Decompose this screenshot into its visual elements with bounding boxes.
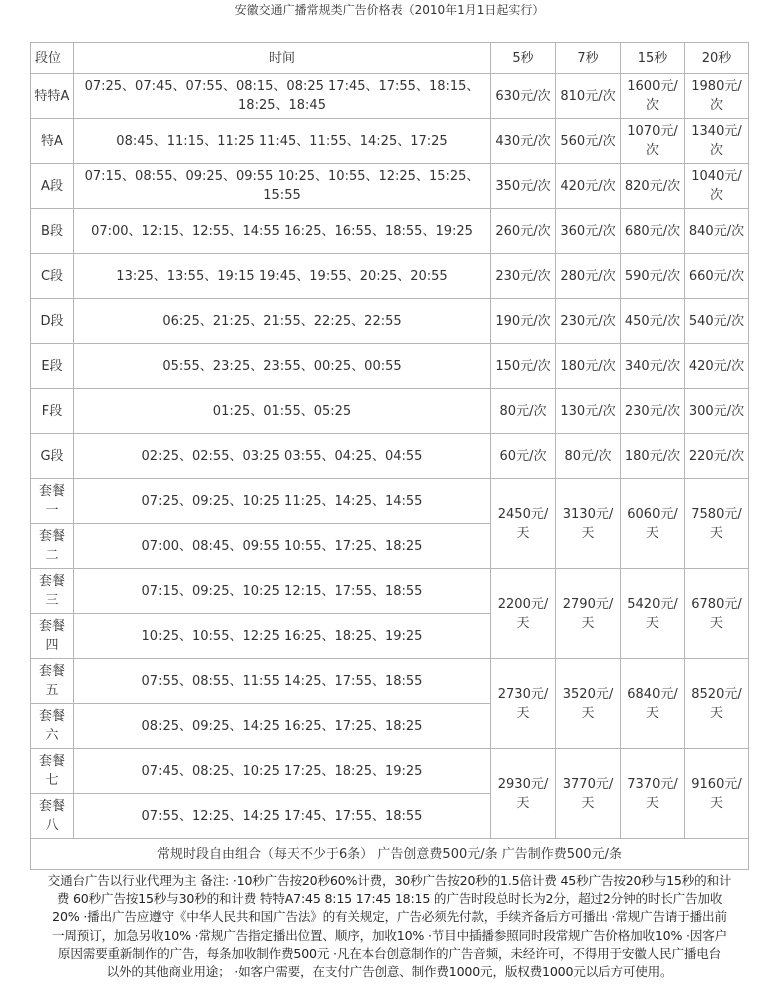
price-table-body — [31, 43, 749, 870]
time-cell: 08:45、11:15、11:25 11:45、11:55、14:25、17:25 — [74, 119, 491, 164]
note-line: 费 60秒广告按15秒与30秒的和计费 特特A7:45 8:15 17:45 18:15 的广告时段总时长为2分，超过2分钟的时长广告加收 — [56, 891, 723, 907]
table-row — [31, 119, 749, 164]
price-cell-p20: 1040元/次 — [685, 164, 749, 209]
package-price-p20: 8520元/天 — [685, 659, 749, 749]
time-cell: 07:45、08:25、10:25 17:25、18:25、19:25 — [74, 749, 491, 794]
price-cell-p7: 360元/次 — [556, 209, 621, 254]
price-cell-p5: 230元/次 — [491, 254, 556, 299]
segment-cell: 特特A — [31, 74, 74, 119]
table-row — [31, 299, 749, 344]
segment-cell: 套餐三 — [31, 569, 74, 614]
package-price-p7: 3520元/天 — [556, 659, 621, 749]
page-title: 安徽交通广播常规类广告价格表（2010年1月1日起实行） — [234, 3, 545, 17]
price-cell-p20: 420元/次 — [685, 344, 749, 389]
time-cell: 07:00、12:15、12:55、14:55 16:25、16:55、18:55、19:25 — [74, 209, 491, 254]
time-cell: 01:25、01:55、05:25 — [74, 389, 491, 434]
footer-cell: 常规时段自由组合（每天不少于6条） 广告创意费500元/条 广告制作费500元/条 — [31, 839, 749, 870]
price-cell-p15: 1070元/次 — [621, 119, 685, 164]
price-cell-p5: 80元/次 — [491, 389, 556, 434]
time-cell: 07:25、09:25、10:25 11:25、14:25、14:55 — [74, 479, 491, 524]
time-cell: 07:25、07:45、07:55、08:15、08:25 17:45、17:55、18:15、18:25、18:45 — [74, 74, 491, 119]
package-row — [31, 479, 749, 524]
package-price-p5: 2200元/天 — [491, 569, 556, 659]
segment-cell: C段 — [31, 254, 74, 299]
segment-cell: 套餐五 — [31, 659, 74, 704]
price-cell-p5: 260元/次 — [491, 209, 556, 254]
package-price-p15: 6060元/天 — [621, 479, 685, 569]
package-row — [31, 659, 749, 704]
price-cell-p15: 180元/次 — [621, 434, 685, 479]
time-cell: 13:25、13:55、19:15 19:45、19:55、20:25、20:55 — [74, 254, 491, 299]
segment-cell: B段 — [31, 209, 74, 254]
package-price-p15: 5420元/天 — [621, 569, 685, 659]
price-cell-p5: 190元/次 — [491, 299, 556, 344]
price-cell-p7: 560元/次 — [556, 119, 621, 164]
header-5s: 5秒 — [491, 43, 556, 74]
price-cell-p20: 1340元/次 — [685, 119, 749, 164]
segment-cell: 套餐二 — [31, 524, 74, 569]
notes — [0, 872, 779, 981]
segment-cell: F段 — [31, 389, 74, 434]
header-15s: 15秒 — [621, 43, 685, 74]
price-cell-p5: 630元/次 — [491, 74, 556, 119]
price-cell-p15: 1600元/次 — [621, 74, 685, 119]
time-cell: 07:15、09:25、10:25 12:15、17:55、18:55 — [74, 569, 491, 614]
header-7s: 7秒 — [556, 43, 621, 74]
time-cell: 07:55、08:55、11:55 14:25、17:55、18:55 — [74, 659, 491, 704]
price-cell-p20: 540元/次 — [685, 299, 749, 344]
table-row — [31, 389, 749, 434]
price-cell-p7: 180元/次 — [556, 344, 621, 389]
header-time: 时间 — [74, 43, 491, 74]
price-cell-p20: 220元/次 — [685, 434, 749, 479]
package-price-p7: 3130元/天 — [556, 479, 621, 569]
time-cell: 08:25、09:25、14:25 16:25、17:25、18:25 — [74, 704, 491, 749]
segment-cell: A段 — [31, 164, 74, 209]
note-line: 原因需要重新制作的广告，每条加收制作费500元 ·凡在本台创意制作的广告音频，未经许可，不得用于安徽人民广播电台 — [57, 945, 722, 961]
price-cell-p5: 150元/次 — [491, 344, 556, 389]
time-cell: 07:55、12:25、14:25 17:45、17:55、18:55 — [74, 794, 491, 839]
price-cell-p7: 130元/次 — [556, 389, 621, 434]
time-cell: 07:00、08:45、09:55 10:55、17:25、18:25 — [74, 524, 491, 569]
note-line: 20% ·播出广告应遵守《中华人民共和国广告法》的有关规定，广告必须先付款，手续齐备后方可播出 ·常规广告请于播出前 — [52, 909, 727, 925]
price-cell-p5: 350元/次 — [491, 164, 556, 209]
table-row — [31, 74, 749, 119]
price-cell-p5: 60元/次 — [491, 434, 556, 479]
time-cell: 10:25、10:55、12:25 16:25、18:25、19:25 — [74, 614, 491, 659]
segment-cell: 套餐一 — [31, 479, 74, 524]
package-price-p20: 7580元/天 — [685, 479, 749, 569]
note-line: 一周预订，加急另收10% ·常规广告指定播出位置、顺序，加收10% ·节目中插播参照同时段常规广告价格加收10% ·因客户 — [51, 927, 728, 943]
table-row — [31, 344, 749, 389]
table-row — [31, 254, 749, 299]
price-cell-p15: 450元/次 — [621, 299, 685, 344]
price-cell-p15: 230元/次 — [621, 389, 685, 434]
note-line: 以外的其他商业用途； ·如客户需要，在支付广告创意、制作费1000元，版权费1000元以后方可使用。 — [106, 964, 673, 980]
package-price-p15: 6840元/天 — [621, 659, 685, 749]
package-row — [31, 749, 749, 794]
price-cell-p15: 340元/次 — [621, 344, 685, 389]
package-row — [31, 569, 749, 614]
price-cell-p20: 300元/次 — [685, 389, 749, 434]
segment-cell: 套餐六 — [31, 704, 74, 749]
segment-cell: 特A — [31, 119, 74, 164]
package-price-p20: 9160元/天 — [685, 749, 749, 839]
segment-cell: D段 — [31, 299, 74, 344]
table-row — [31, 164, 749, 209]
segment-cell: E段 — [31, 344, 74, 389]
package-price-p5: 2450元/天 — [491, 479, 556, 569]
segment-cell: G段 — [31, 434, 74, 479]
time-cell: 07:15、08:55、09:25、09:55 10:25、10:55、12:25、15:25、15:55 — [74, 164, 491, 209]
price-cell-p5: 430元/次 — [491, 119, 556, 164]
footer-row — [31, 839, 749, 870]
price-cell-p20: 1980元/次 — [685, 74, 749, 119]
price-cell-p7: 810元/次 — [556, 74, 621, 119]
price-cell-p7: 280元/次 — [556, 254, 621, 299]
table-header-row — [31, 43, 749, 74]
time-cell: 02:25、02:55、03:25 03:55、04:25、04:55 — [74, 434, 491, 479]
package-price-p7: 3770元/天 — [556, 749, 621, 839]
price-cell-p15: 680元/次 — [621, 209, 685, 254]
price-cell-p15: 590元/次 — [621, 254, 685, 299]
package-price-p5: 2930元/天 — [491, 749, 556, 839]
time-cell: 05:55、23:25、23:55、00:25、00:55 — [74, 344, 491, 389]
segment-cell: 套餐四 — [31, 614, 74, 659]
package-price-p15: 7370元/天 — [621, 749, 685, 839]
note-line: 交通台广告以行业代理为主 备注: ·10秒广告按20秒60%计费，30秒广告按20秒的1.5倍计费 45秒广告按20秒与15秒的和计 — [47, 873, 732, 888]
table-row — [31, 434, 749, 479]
table-row — [31, 209, 749, 254]
time-cell: 06:25、21:25、21:55、22:25、22:55 — [74, 299, 491, 344]
header-segment: 段位 — [31, 43, 74, 74]
price-cell-p20: 840元/次 — [685, 209, 749, 254]
price-cell-p7: 80元/次 — [556, 434, 621, 479]
price-cell-p7: 420元/次 — [556, 164, 621, 209]
package-price-p5: 2730元/天 — [491, 659, 556, 749]
price-cell-p15: 820元/次 — [621, 164, 685, 209]
package-price-p7: 2790元/天 — [556, 569, 621, 659]
header-20s: 20秒 — [685, 43, 749, 74]
segment-cell: 套餐七 — [31, 749, 74, 794]
price-cell-p7: 230元/次 — [556, 299, 621, 344]
package-price-p20: 6780元/天 — [685, 569, 749, 659]
segment-cell: 套餐八 — [31, 794, 74, 839]
price-cell-p20: 660元/次 — [685, 254, 749, 299]
price-table — [30, 42, 749, 870]
